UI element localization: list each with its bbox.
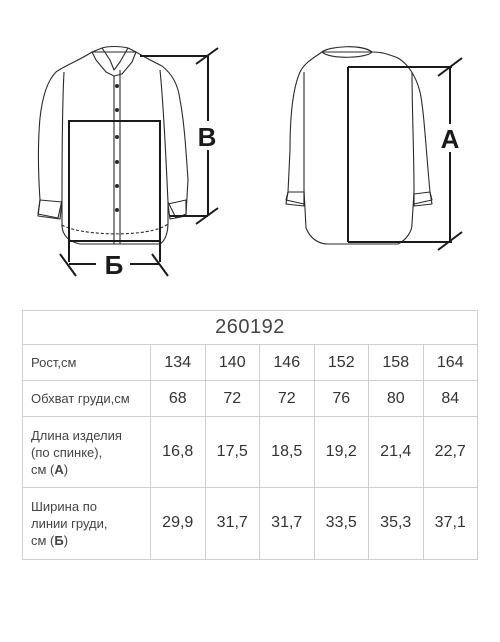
unit-text: см ( xyxy=(31,461,55,477)
table-row xyxy=(23,381,478,417)
table-cell: 84 xyxy=(423,381,478,417)
table-cell: 16,8 xyxy=(151,417,206,487)
row-label-line: Длина изделия xyxy=(31,427,122,443)
table-header-row xyxy=(23,311,478,345)
row-label-line: (по спинке), xyxy=(31,444,103,460)
back-shirt-drawing xyxy=(286,47,432,244)
table-cell: 164 xyxy=(423,345,478,381)
row-label-line: Ширина по xyxy=(31,498,97,514)
table-cell: 76 xyxy=(314,381,369,417)
table-cell: 158 xyxy=(369,345,424,381)
front-shirt-drawing xyxy=(38,47,188,245)
row-label-height: Рост,см xyxy=(23,345,151,381)
row-label-unit xyxy=(31,532,150,549)
table-cell: 134 xyxy=(151,345,206,381)
label-width: Б xyxy=(104,250,124,280)
unit-letter: Б xyxy=(54,532,64,548)
table-cell: 21,4 xyxy=(369,417,424,487)
table-cell: 35,3 xyxy=(369,487,424,559)
label-back-length: А xyxy=(440,124,460,154)
table-cell: 22,7 xyxy=(423,417,478,487)
table-cell: 31,7 xyxy=(260,487,315,559)
table-cell: 29,9 xyxy=(151,487,206,559)
garment-sketch xyxy=(0,0,500,300)
table-cell: 146 xyxy=(260,345,315,381)
table-cell: 37,1 xyxy=(423,487,478,559)
table-cell: 140 xyxy=(205,345,260,381)
table-cell: 152 xyxy=(314,345,369,381)
size-table xyxy=(22,310,478,560)
front-buttons xyxy=(115,84,119,212)
table-cell: 17,5 xyxy=(205,417,260,487)
table-row xyxy=(23,345,478,381)
article-number: 260192 xyxy=(23,311,478,345)
table-cell: 33,5 xyxy=(314,487,369,559)
back-measure-lines xyxy=(348,58,462,250)
table-cell: 68 xyxy=(151,381,206,417)
front-measure-lines xyxy=(60,48,218,276)
table-row xyxy=(23,417,478,487)
unit-letter: А xyxy=(54,461,64,477)
row-label-line: линии груди, xyxy=(31,515,108,531)
table-cell: 19,2 xyxy=(314,417,369,487)
row-label-chest: Обхват груди,см xyxy=(23,381,151,417)
row-label-unit xyxy=(31,461,150,478)
unit-close: ) xyxy=(63,532,69,548)
row-label-width xyxy=(23,487,151,559)
table-cell: 18,5 xyxy=(260,417,315,487)
label-front-length: В xyxy=(197,122,217,152)
table-row xyxy=(23,487,478,559)
table-cell: 31,7 xyxy=(205,487,260,559)
unit-close: ) xyxy=(63,461,69,477)
table-cell: 72 xyxy=(260,381,315,417)
table-cell: 72 xyxy=(205,381,260,417)
row-label-length xyxy=(23,417,151,487)
unit-text: см ( xyxy=(31,532,55,548)
table-cell: 80 xyxy=(369,381,424,417)
